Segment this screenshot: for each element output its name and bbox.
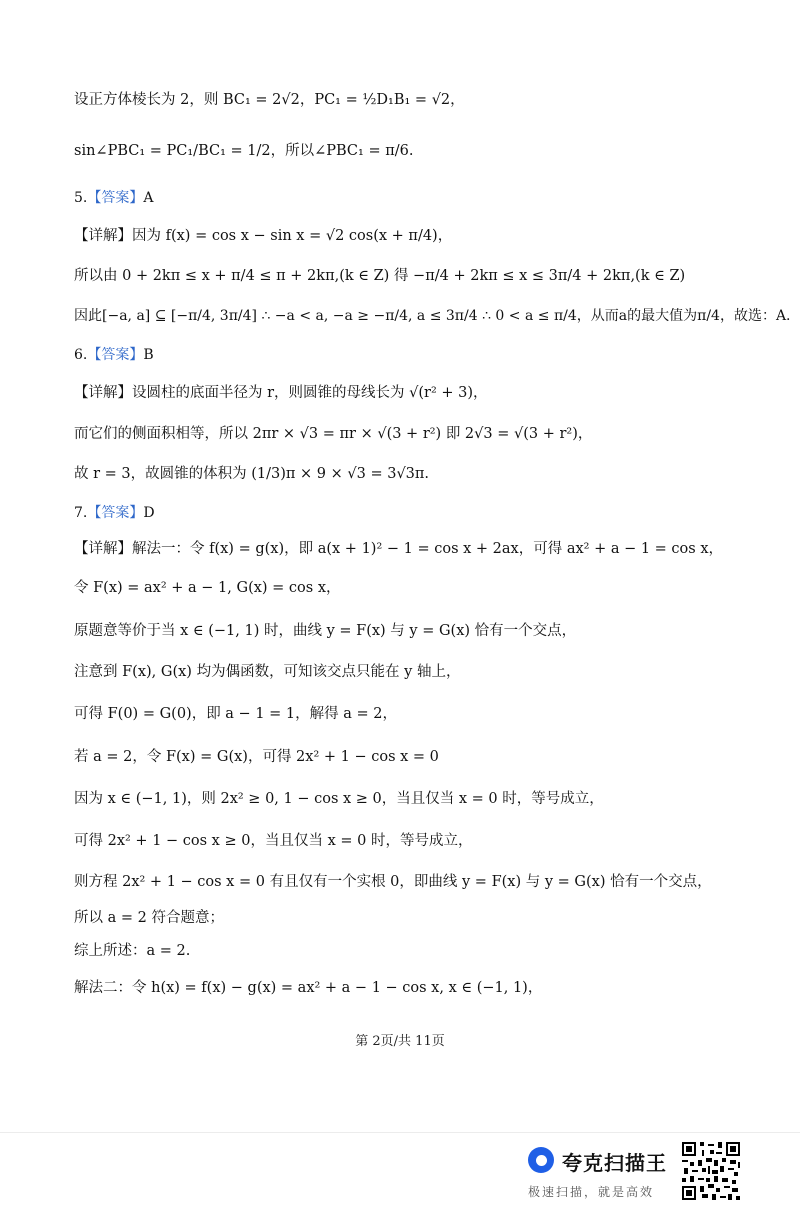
answer-5 [74, 190, 153, 207]
brand-tagline: 极速扫描，就是高效 [528, 1185, 655, 1199]
line-l19: 综上所述：a = 2. [74, 943, 191, 959]
line-l3: 【详解】因为 f(x) = cos x − sin x = √2 cos(x + π/4)， [74, 228, 453, 244]
line-l13: 可得 F(0) = G(0)，即 a − 1 = 1，解得 a = 2， [74, 706, 397, 722]
line-l18: 所以 a = 2 符合题意； [74, 910, 224, 926]
qr-code-icon [680, 1140, 742, 1202]
answer-6 [74, 347, 154, 364]
line-l14: 若 a = 2，令 F(x) = G(x)，可得 2x² + 1 − cos x = 0 [74, 749, 439, 765]
line-l5: 因此[−a, a] ⊆ [−π/4, 3π/4] ∴ −a < a, −a ≥ −π/4, a ≤ 3π/4 ∴ 0 < a ≤ π/4，从而a的最大值为π/4，故选：A. [74, 308, 791, 324]
line-l8: 故 r = 3，故圆锥的体积为 (1/3)π × 9 × √3 = 3√3π. [74, 466, 430, 482]
page-number: 第 2页/共 11页 [355, 1034, 445, 1049]
line-l15: 因为 x ∈ (−1, 1)，则 2x² ≥ 0, 1 − cos x ≥ 0，当且仅当 x = 0 时，等号成立， [74, 791, 604, 807]
line-l1: 设正方体棱长为 2，则 BC₁ = 2√2，PC₁ = ½D₁B₁ = √2， [74, 92, 465, 108]
line-l17: 则方程 2x² + 1 − cos x = 0 有且仅有一个实根 0，即曲线 y = F(x) 与 y = G(x) 恰有一个交点， [74, 874, 712, 890]
line-l12: 注意到 F(x), G(x) 均为偶函数，可知该交点只能在 y 轴上， [74, 664, 461, 680]
answer-tag: 【答案】 [87, 347, 144, 363]
answer-7 [74, 505, 155, 522]
line-l11: 原题意等价于当 x ∈ (−1, 1) 时，曲线 y = F(x) 与 y = G(x) 恰有一个交点， [74, 623, 577, 639]
footer-divider [0, 1132, 800, 1133]
answer-number: 7. [74, 505, 88, 521]
line-l9: 【详解】解法一：令 f(x) = g(x)，即 a(x + 1)² − 1 = cos x + 2ax，可得 ax² + a − 1 = cos x， [74, 541, 724, 557]
scanner-watermark [528, 1143, 678, 1203]
answer-tag: 【答案】 [87, 505, 144, 521]
answer-number: 6. [74, 347, 88, 363]
answer-number: 5. [74, 190, 88, 206]
answer-tag: 【答案】 [87, 190, 144, 206]
answer-value: D [143, 505, 155, 521]
answer-value: B [143, 347, 154, 363]
line-l20: 解法二：令 h(x) = f(x) − g(x) = ax² + a − 1 − cos x, x ∈ (−1, 1)， [74, 980, 543, 996]
answer-value: A [143, 190, 154, 206]
line-l7: 而它们的侧面积相等，所以 2πr × √3 = πr × √(3 + r²) 即 2√3 = √(3 + r²)， [74, 426, 593, 442]
line-l16: 可得 2x² + 1 − cos x ≥ 0，当且仅当 x = 0 时，等号成立， [74, 833, 473, 849]
line-l6: 【详解】设圆柱的底面半径为 r，则圆锥的母线长为 √(r² + 3)， [74, 385, 488, 401]
quark-logo-icon [528, 1147, 554, 1173]
line-l4: 所以由 0 + 2kπ ≤ x + π/4 ≤ π + 2kπ,(k ∈ Z) 得 −π/4 + 2kπ ≤ x ≤ 3π/4 + 2kπ,(k ∈ Z) [74, 268, 686, 284]
brand-name: 夸克扫描王 [562, 1151, 667, 1175]
line-l2: sin∠PBC₁ = PC₁/BC₁ = 1/2，所以∠PBC₁ = π/6. [74, 143, 414, 159]
line-l10: 令 F(x) = ax² + a − 1, G(x) = cos x， [74, 580, 341, 596]
